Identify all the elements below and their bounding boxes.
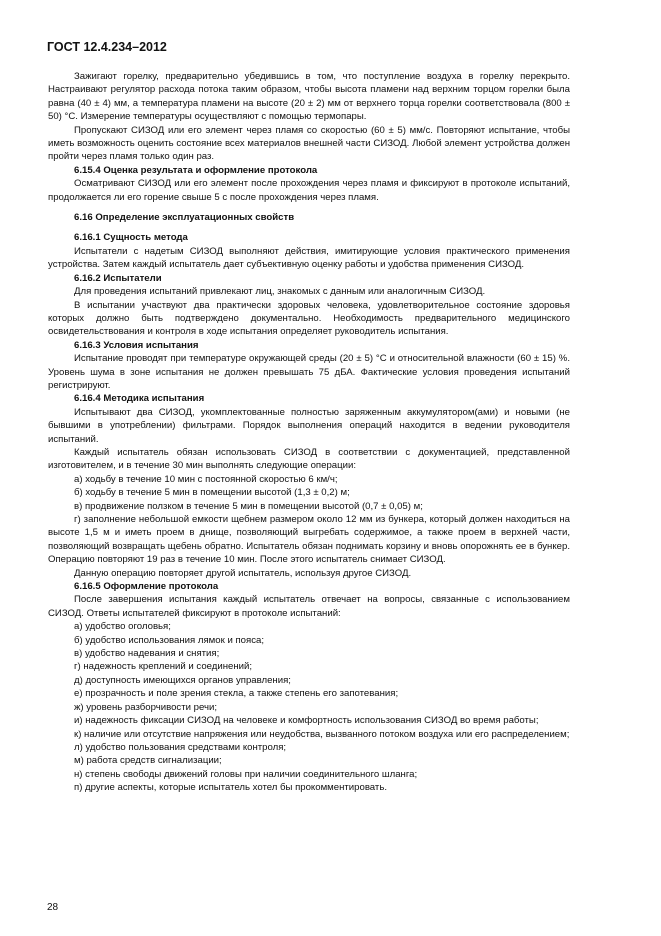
page-number: 28 — [47, 902, 59, 913]
paragraph: Пропускают СИЗОД или его элемент через пламя со скоростью (60 ± 5) мм/с. Повторяют испытание, чтобы иметь возможность оценить состояние всех материалов внешней части СИЗОД. Любой элемент устройства должен пройти через пламя только один раз. — [48, 124, 570, 163]
list-item: л) удобство пользования средствами контроля; — [74, 741, 287, 753]
section-heading: 6.16.3 Условия испытания — [74, 339, 199, 351]
section-heading: 6.16.5 Оформление протокола — [74, 581, 219, 593]
paragraph: Зажигают горелку, предварительно убедившись в том, что поступление воздуха в горелку перекрыто. Настраивают регулятор расхода потока таким образом, чтобы высота пламени над верхним торцом горелки была равна (40 ± 4) мм, а температура пламени на высоте (20 ± 2) мм от верхнего торца горелки соответствовала (800 ± 50) °С. Измерение температуры осуществляют с помощью термопары. — [48, 71, 570, 123]
list-item: в) удобство надевания и снятия; — [74, 648, 220, 660]
list-item: е) прозрачность и поле зрения стекла, а также степень его запотевания; — [74, 688, 399, 700]
list-item: б) ходьбу в течение 5 мин в помещении высотой (1,3 ± 0,2) м; — [74, 487, 350, 499]
section-heading: 6.15.4 Оценка результата и оформление протокола — [74, 164, 318, 176]
list-item: а) удобство оголовья; — [74, 621, 171, 633]
section-heading: 6.16 Определение эксплуатационных свойств — [74, 212, 295, 224]
paragraph: Для проведения испытаний привлекают лиц, знакомых с данным или аналогичным СИЗОД. — [74, 286, 486, 298]
section-heading: 6.16.2 Испытатели — [74, 272, 162, 284]
list-item: п) другие аспекты, которые испытатель хотел бы прокомментировать. — [74, 782, 387, 794]
list-item: в) продвижение ползком в течение 5 мин в помещении высотой (0,7 ± 0,05) м; — [74, 500, 423, 512]
list-item: г) надежность креплений и соединений; — [74, 661, 253, 673]
list-item: и) надежность фиксации СИЗОД на человеке и комфортность использования СИЗОД во время работы; — [74, 715, 539, 727]
list-item: г) заполнение небольшой емкости щебнем размером около 12 мм из бункера, который должен находиться на высоте 1,5 м и иметь проем в днище, позволяющий выгребать содержимое, а также проем в верхней части, позволяющий возвращать щебень обратно. Испытатель обязан поднимать корзину и вновь опорожнять ее в бункер. Операцию повторяют 19 раз в течение 10 мин. После этого испытатель снимает СИЗОД. — [48, 514, 570, 566]
document-header: ГОСТ 12.4.234–2012 — [47, 40, 167, 54]
list-item: м) работа средств сигнализации; — [74, 755, 222, 767]
section-heading: 6.16.1 Сущность метода — [74, 232, 188, 244]
document-body — [48, 70, 570, 795]
paragraph: Данную операцию повторяет другой испытатель, используя другое СИЗОД. — [74, 567, 412, 579]
paragraph: После завершения испытания каждый испытатель отвечает на вопросы, связанные с использованием СИЗОД. Ответы испытателей фиксируют в протоколе испытаний: — [48, 594, 570, 619]
list-item: ж) уровень разборчивости речи; — [74, 701, 218, 713]
paragraph: Осматривают СИЗОД или его элемент после прохождения через пламя и фиксируют в протоколе испытаний, продолжается ли его горение свыше 5 с после прохождения через пламя. — [48, 178, 570, 203]
paragraph: Испытание проводят при температуре окружающей среды (20 ± 5) °С и относительной влажности (60 ± 15) %. Уровень шума в зоне испытания не должен превышать 75 дБА. Фактические условия проведения испытаний регистрируют. — [48, 353, 570, 391]
paragraph: В испытании участвуют два практически здоровых человека, удовлетворительное состояние здоровья которых должно быть подтверждено документально. Необходимость предварительного медицинского освидетельствования и контроля в ходе испытания определяет руководитель испытания. — [48, 299, 570, 338]
list-item: а) ходьбу в течение 10 мин с постоянной скоростью 6 км/ч; — [74, 473, 338, 485]
list-item: к) наличие или отсутствие напряжения или неудобства, вызванного потоком воздуха или его распределением; — [74, 728, 570, 740]
section-heading: 6.16.4 Методика испытания — [74, 393, 205, 405]
list-item: б) удобство использования лямок и пояса; — [74, 634, 265, 646]
list-item: н) степень свободы движений головы при наличии соединительного шланга; — [74, 768, 418, 780]
paragraph: Испытатели с надетым СИЗОД выполняют действия, имитирующие условия практического применения устройства. Затем каждый испытатель дает субъективную оценку работы и удобства применения СИЗОД. — [48, 245, 570, 271]
paragraph: Каждый испытатель обязан использовать СИЗОД в соответствии с документацией, представленной изготовителем, и в течение 30 мин выполнять следующие операции: — [48, 446, 570, 472]
list-item: д) доступность имеющихся органов управления; — [74, 674, 291, 686]
paragraph: Испытывают два СИЗОД, укомплектованные полностью заряженным аккумулятором(ами) и новыми (не бывшими в употреблении) фильтрами. Порядок выполнения операций находится в ведении руководителя испытаний. — [48, 406, 570, 445]
